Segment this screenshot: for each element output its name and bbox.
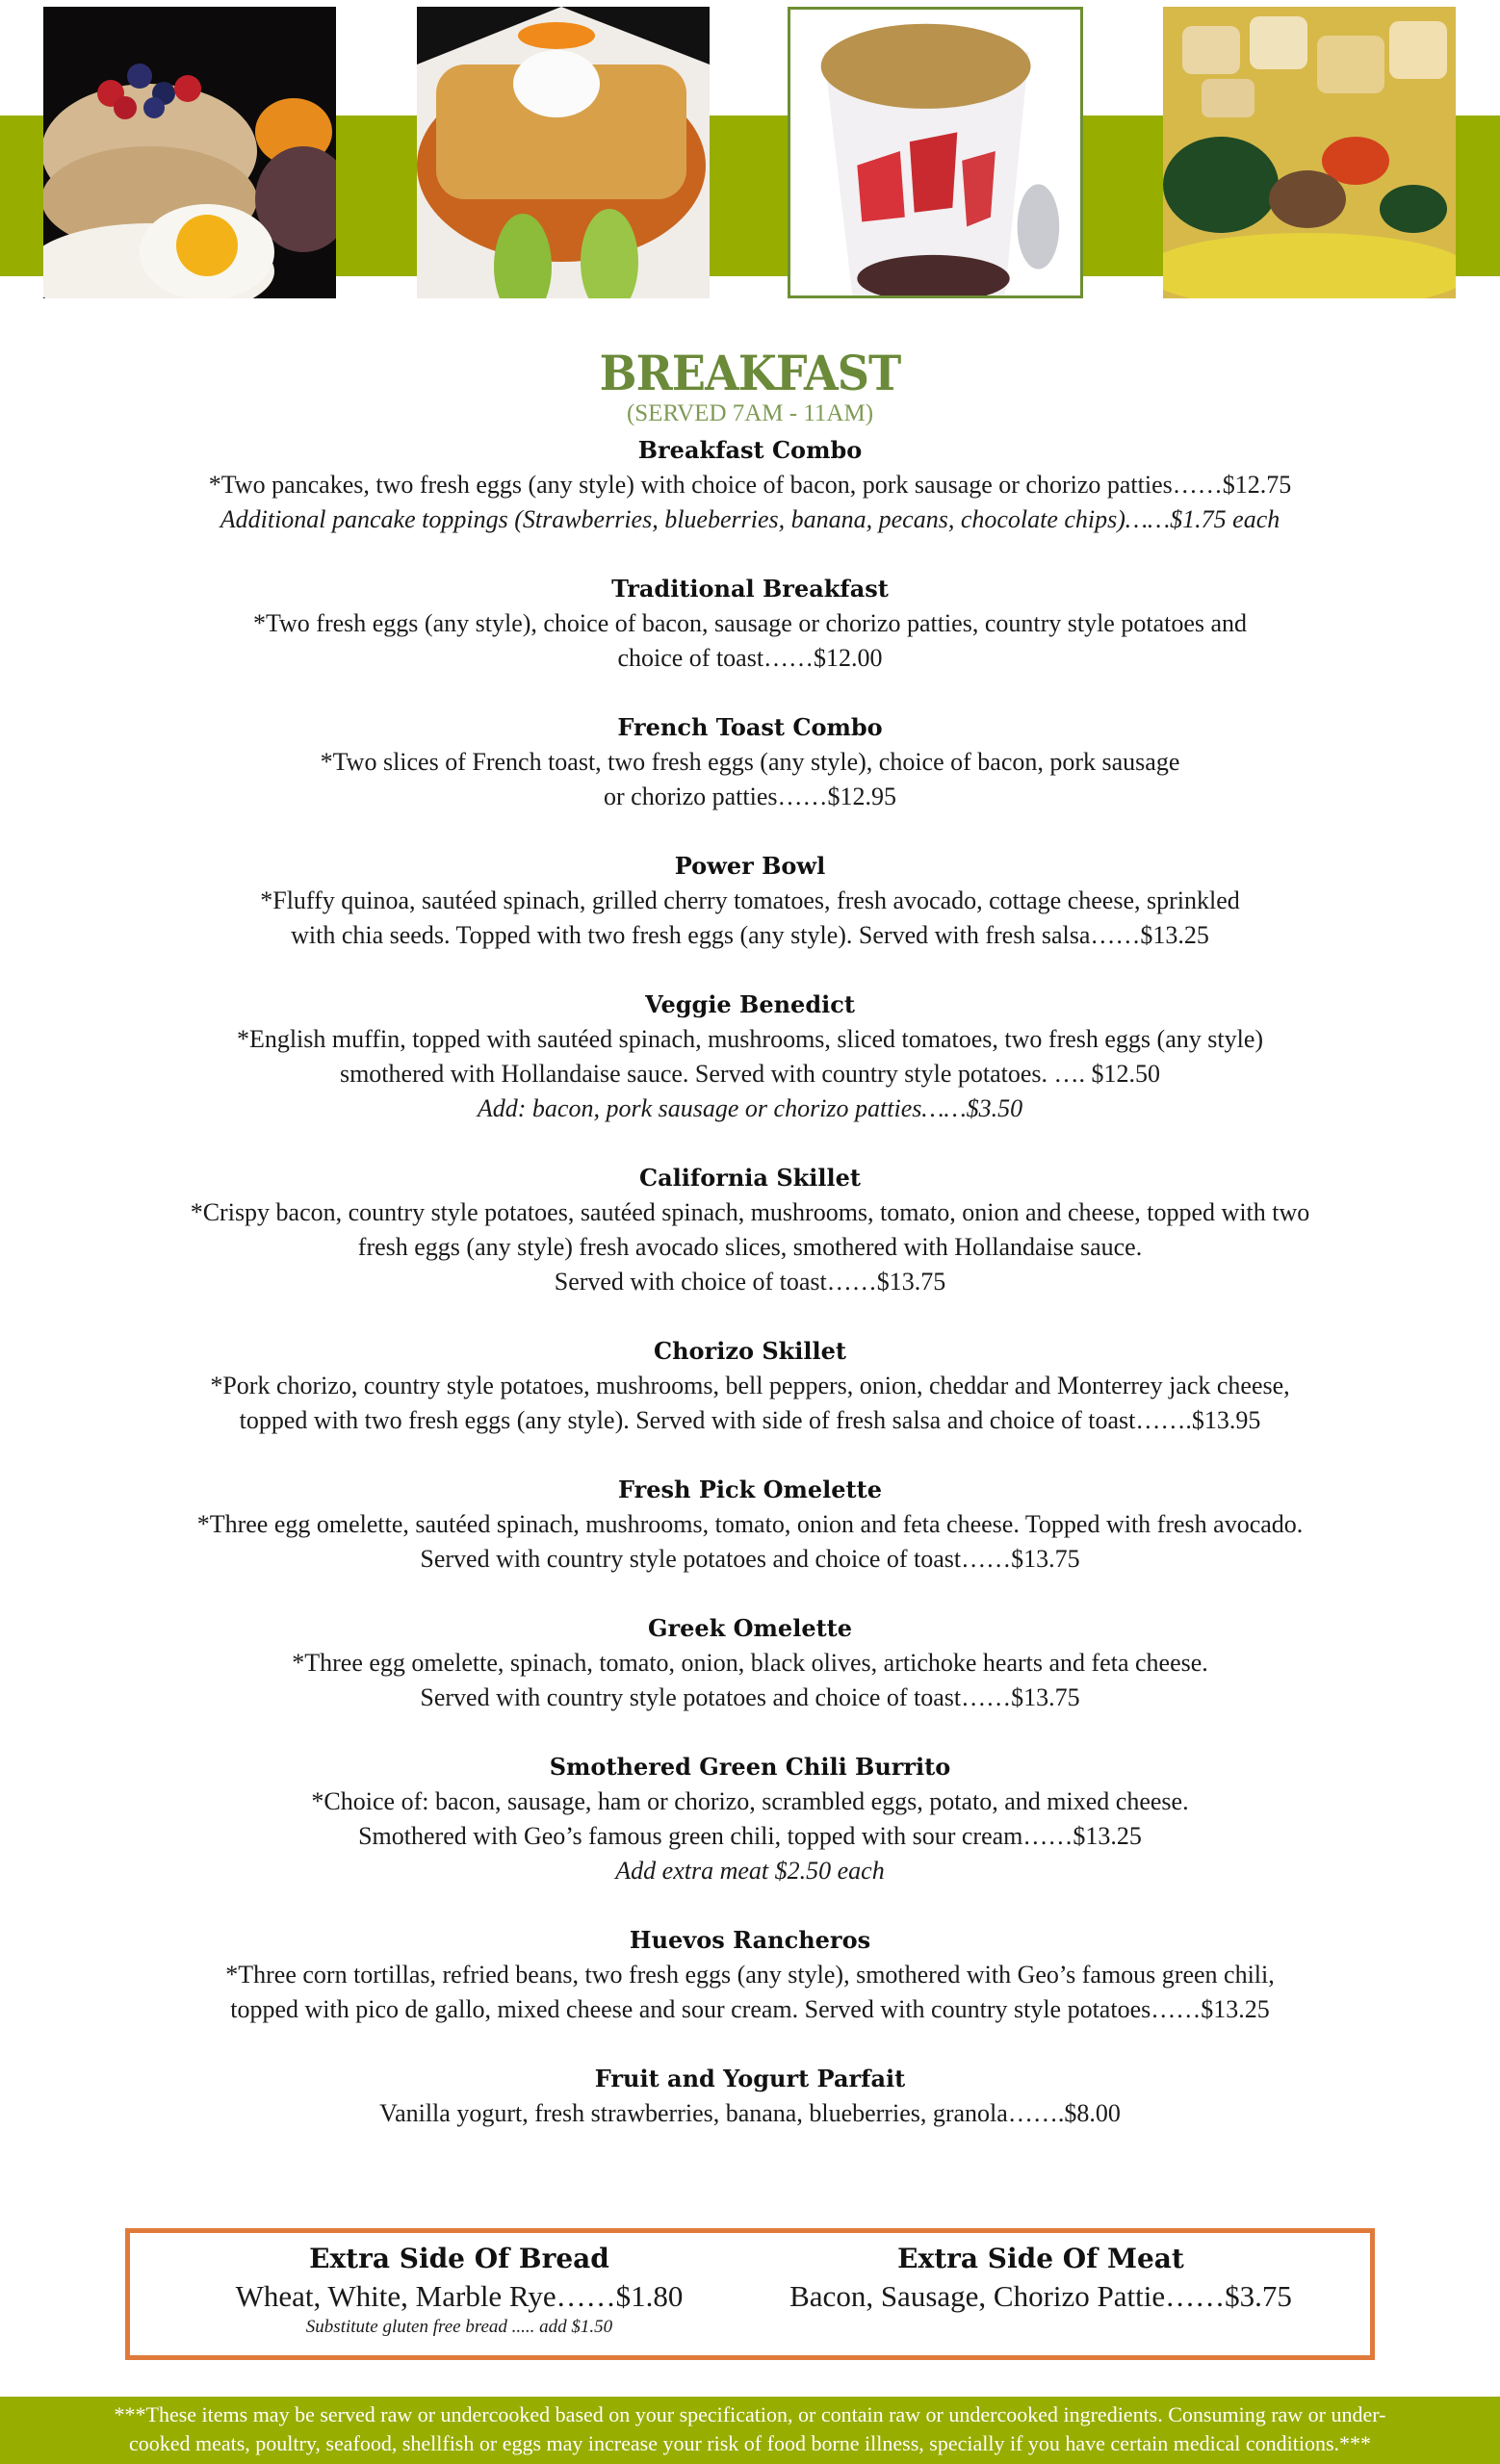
side-description: Wheat, White, Marble Rye……$1.80 [235,2279,684,2313]
item-name: Traditional Breakfast [611,575,889,603]
item-name: Huevos Rancheros [629,1926,871,1954]
item-description: fresh eggs (any style) fresh avocado slices, smothered with Hollandaise sauce. [357,1233,1143,1261]
item-description: smothered with Hollandaise sauce. Served with country style potatoes. …. $12.50 [339,1060,1161,1088]
item-description: *Choice of: bacon, sausage, ham or chorizo, scrambled eggs, potato, and mixed cheese. [311,1787,1189,1815]
menu-item-fruit-yogurt-parfait [0,2062,1500,2131]
item-description: *English muffin, topped with sautéed spinach, mushrooms, sliced tomatoes, two fresh eggs (any style) [236,1025,1264,1053]
item-description: Served with country style potatoes and choice of toast……$13.75 [420,1683,1080,1711]
item-name: French Toast Combo [617,713,883,741]
item-name: Fresh Pick Omelette [617,1476,882,1503]
side-title: Extra Side Of Bread [309,2243,609,2274]
extra-side-meat [750,2233,1370,2355]
item-description: Smothered with Geo’s famous green chili, topped with sour cream……$13.25 [358,1822,1142,1850]
side-description: Bacon, Sausage, Chorizo Pattie……$3.75 [789,2279,1292,2313]
item-description: *Two slices of French toast, two fresh eggs (any style), choice of bacon, pork sausage [320,748,1180,776]
item-name: Chorizo Skillet [654,1337,846,1365]
disclaimer-line: ***These items may be served raw or undercooked based on your specification, or contain raw or undercooked ingredients. Consuming raw or under- [114,2402,1386,2426]
item-name: Smothered Green Chili Burrito [549,1753,951,1781]
menu-title: BREAKFAST [599,345,901,401]
menu-item-green-chili-burrito [0,1750,1500,1888]
item-description: *Fluffy quinoa, sautéed spinach, grilled cherry tomatoes, fresh avocado, cottage cheese, sprinkled [260,886,1240,914]
food-safety-disclaimer [0,2397,1500,2464]
item-description: topped with pico de gallo, mixed cheese and sour cream. Served with country style potatoes……$13.25 [230,1995,1270,2023]
item-description: *Pork chorizo, country style potatoes, mushrooms, bell peppers, onion, cheddar and Monterrey jack cheese, [210,1372,1290,1399]
side-note: Substitute gluten free bread ..... add $1.50 [305,2317,613,2337]
item-description: or chorizo patties……$12.95 [604,783,896,810]
menu-item-power-bowl [0,849,1500,953]
menu-item-traditional-breakfast [0,572,1500,676]
item-name: Breakfast Combo [637,436,863,464]
item-name: Fruit and Yogurt Parfait [594,2065,906,2092]
item-description: *Three corn tortillas, refried beans, two fresh eggs (any style), smothered with Geo’s famous green chili, [225,1961,1275,1989]
item-name: Greek Omelette [647,1614,853,1642]
item-description: with chia seeds. Topped with two fresh eggs (any style). Served with fresh salsa……$13.25 [291,921,1209,949]
item-name: Power Bowl [674,852,826,880]
disclaimer-line: cooked meats, poultry, seafood, shellfish or eggs may increase your risk of food borne illness, specially if you have certain medical conditions.*** [128,2431,1372,2455]
menu-item-veggie-benedict [0,988,1500,1126]
omelette-potatoes-photo [1163,7,1456,298]
menu-hours: (SERVED 7AM - 11AM) [626,400,874,426]
side-title: Extra Side Of Meat [897,2243,1184,2274]
menu-item-french-toast-combo [0,710,1500,814]
item-description: topped with two fresh eggs (any style). Served with side of fresh salsa and choice of toast…….$13.95 [239,1406,1261,1434]
item-add-on-note: Add: bacon, pork sausage or chorizo patties……$3.50 [477,1094,1023,1122]
item-add-on-note: Additional pancake toppings (Strawberries, blueberries, banana, pecans, chocolate chips)……$1.75 each [220,505,1280,533]
breakfast-menu [0,346,1500,2131]
menu-item-breakfast-combo [0,433,1500,537]
item-description: *Two fresh eggs (any style), choice of bacon, sausage or chorizo patties, country style potatoes and [252,609,1248,637]
extra-sides-box [125,2228,1375,2360]
smothered-burrito-photo [417,7,710,298]
yogurt-parfait-photo [788,7,1083,298]
photo-banner [0,0,1500,308]
item-name: Veggie Benedict [645,990,855,1018]
item-name: California Skillet [638,1164,861,1192]
pancakes-and-eggs-photo [43,7,336,298]
item-description: *Two pancakes, two fresh eggs (any style) with choice of bacon, pork sausage or chorizo patties……$12.75 [208,471,1292,499]
item-add-on-note: Add extra meat $2.50 each [615,1857,885,1885]
extra-side-bread [130,2233,750,2355]
menu-item-california-skillet [0,1161,1500,1299]
item-description: *Crispy bacon, country style potatoes, sautéed spinach, mushrooms, tomato, onion and cheese, topped with two [190,1198,1310,1226]
item-description: *Three egg omelette, sautéed spinach, mushrooms, tomato, onion and feta cheese. Topped with fresh avocado. [196,1510,1304,1538]
item-description: Served with choice of toast……$13.75 [554,1268,946,1296]
menu-item-greek-omelette [0,1611,1500,1715]
item-description: *Three egg omelette, spinach, tomato, onion, black olives, artichoke hearts and feta cheese. [292,1649,1208,1677]
menu-item-huevos-rancheros [0,1923,1500,2027]
item-description: choice of toast……$12.00 [617,644,883,672]
menu-item-chorizo-skillet [0,1334,1500,1438]
item-description: Vanilla yogurt, fresh strawberries, banana, blueberries, granola…….$8.00 [379,2099,1121,2127]
menu-item-fresh-pick-omelette [0,1473,1500,1577]
item-description: Served with country style potatoes and choice of toast……$13.75 [420,1545,1080,1573]
